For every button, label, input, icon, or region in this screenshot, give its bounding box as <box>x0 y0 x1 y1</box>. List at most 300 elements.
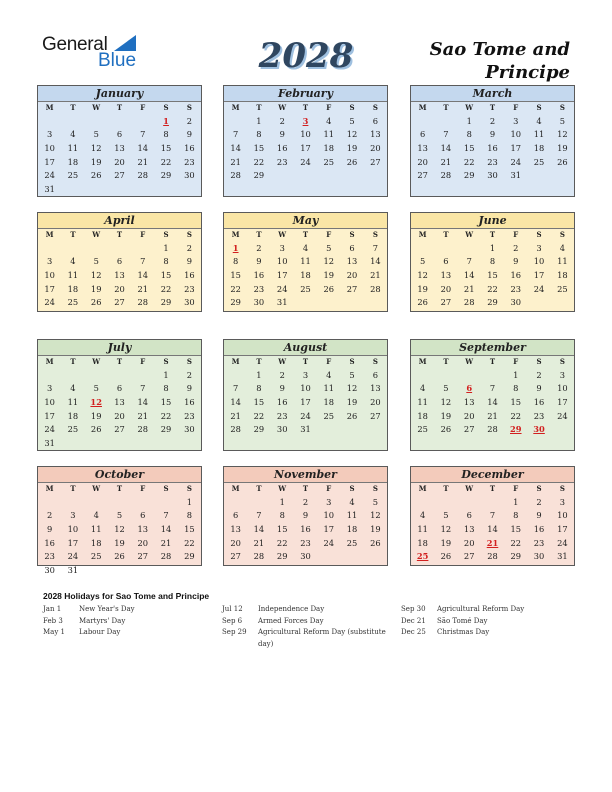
day-cell: 23 <box>510 283 522 294</box>
day-cell: 8 <box>513 383 519 394</box>
weekday-label: T <box>256 103 262 112</box>
day-cell: 24 <box>557 410 568 421</box>
day-cell: 29 <box>276 551 288 562</box>
day-cell: 21 <box>440 156 452 167</box>
day-cell: 31 <box>510 170 522 181</box>
day-cell: 21 <box>253 537 265 548</box>
day-cell: 12 <box>440 396 452 407</box>
day-cell: 28 <box>230 424 241 435</box>
day-cell: 16 <box>253 269 265 280</box>
months-grid <box>37 85 576 585</box>
country-title <box>370 38 570 84</box>
day-cell: 8 <box>489 256 496 267</box>
weekday-label: T <box>256 357 262 366</box>
day-cell: 27 <box>370 156 381 167</box>
day-cell: 29 <box>160 170 172 181</box>
day-cell: 24 <box>44 297 55 308</box>
day-cell: 4 <box>559 242 565 253</box>
day-cell: 20 <box>230 537 241 548</box>
day-cell: 15 <box>253 396 265 407</box>
weekday-label: F <box>326 103 332 112</box>
day-cell: 19 <box>440 410 452 421</box>
day-cell: 5 <box>559 115 565 126</box>
day-cell: 1 <box>163 242 169 253</box>
day-cell: 29 <box>230 297 241 308</box>
holiday-day-cell: 29 <box>510 424 522 435</box>
day-cell: 8 <box>256 383 262 394</box>
logo-triangle-icon <box>114 35 136 51</box>
month-september <box>410 339 575 451</box>
day-cell: 12 <box>370 510 381 521</box>
day-cell: 27 <box>230 551 241 562</box>
weekday-label: T <box>489 230 496 239</box>
day-cell: 30 <box>184 170 195 181</box>
day-cell: 12 <box>90 269 102 280</box>
day-cell: 18 <box>67 410 79 421</box>
weekday-label: F <box>326 230 332 239</box>
day-cell: 25 <box>417 424 428 435</box>
weekday-header <box>38 102 201 114</box>
day-cell: 2 <box>186 369 192 380</box>
day-cell: 22 <box>276 537 288 548</box>
weekday-label: W <box>278 357 287 366</box>
day-cell: 11 <box>417 396 428 407</box>
day-cell: 29 <box>487 297 498 308</box>
weekday-label: T <box>302 357 309 366</box>
day-cell: 30 <box>533 551 545 562</box>
month-title: July <box>38 340 201 356</box>
weekday-label: W <box>278 103 287 112</box>
month-title: September <box>411 340 574 356</box>
day-cell: 27 <box>114 170 125 181</box>
day-cell: 24 <box>557 537 568 548</box>
day-cell: 8 <box>466 129 472 140</box>
day-cell: 14 <box>440 142 452 153</box>
day-cell: 19 <box>346 142 358 153</box>
weekday-label: F <box>513 230 519 239</box>
day-cell: 18 <box>67 156 79 167</box>
day-cell: 10 <box>276 256 288 267</box>
day-cell: 24 <box>510 156 522 167</box>
day-cell: 26 <box>323 283 335 294</box>
weekday-label: T <box>302 230 309 239</box>
day-cell: 16 <box>533 523 545 534</box>
day-cell: 28 <box>137 170 149 181</box>
day-cell: 11 <box>90 523 102 534</box>
day-cell: 26 <box>90 424 102 435</box>
day-cell: 26 <box>346 156 358 167</box>
day-cell: 21 <box>137 156 149 167</box>
day-cell: 20 <box>463 410 475 421</box>
day-grid <box>38 495 201 577</box>
day-cell: 7 <box>140 256 146 267</box>
holiday-date: Feb 3 <box>43 616 63 625</box>
day-cell: 22 <box>160 156 172 167</box>
month-october <box>37 466 202 575</box>
day-cell: 27 <box>440 297 452 308</box>
day-cell: 10 <box>44 396 55 407</box>
day-cell: 6 <box>349 242 355 253</box>
weekday-label: S <box>536 103 542 112</box>
weekday-label: S <box>349 357 355 366</box>
day-cell: 23 <box>184 156 195 167</box>
day-cell: 8 <box>186 510 192 521</box>
day-cell: 5 <box>420 256 426 267</box>
day-cell: 23 <box>276 410 288 421</box>
day-cell: 21 <box>463 283 475 294</box>
day-cell: 23 <box>300 537 311 548</box>
month-january <box>37 85 202 197</box>
day-cell: 5 <box>443 510 449 521</box>
day-cell: 3 <box>279 242 285 253</box>
weekday-label: F <box>140 484 146 493</box>
day-cell: 1 <box>163 369 169 380</box>
day-cell: 18 <box>533 142 545 153</box>
weekday-label: M <box>418 230 427 239</box>
month-title: April <box>38 213 201 229</box>
day-cell: 30 <box>184 297 195 308</box>
day-cell: 20 <box>137 537 149 548</box>
day-cell: 28 <box>137 297 149 308</box>
holiday-day-cell: 30 <box>533 424 545 435</box>
day-cell: 17 <box>67 537 79 548</box>
day-cell: 2 <box>302 496 309 507</box>
day-cell: 21 <box>370 269 381 280</box>
day-cell: 20 <box>370 396 381 407</box>
day-cell: 18 <box>67 283 79 294</box>
weekday-label: M <box>231 103 240 112</box>
weekday-label: S <box>372 230 378 239</box>
weekday-label: S <box>536 357 542 366</box>
day-cell: 16 <box>276 396 288 407</box>
day-cell: 24 <box>44 170 55 181</box>
day-cell: 23 <box>44 551 55 562</box>
day-cell: 24 <box>300 410 311 421</box>
day-cell: 4 <box>536 115 542 126</box>
weekday-label: T <box>489 357 496 366</box>
day-cell: 24 <box>44 424 55 435</box>
weekday-label: W <box>465 357 474 366</box>
day-cell: 15 <box>160 269 172 280</box>
day-cell: 11 <box>417 523 428 534</box>
day-cell: 7 <box>489 383 496 394</box>
day-cell: 4 <box>326 369 332 380</box>
generalblue-logo <box>42 34 142 74</box>
weekday-label: T <box>116 357 123 366</box>
day-cell: 31 <box>300 424 311 435</box>
weekday-label: S <box>559 103 565 112</box>
weekday-label: M <box>418 484 427 493</box>
holiday-day-cell: 1 <box>163 115 169 126</box>
day-cell: 10 <box>510 129 522 140</box>
day-cell: 24 <box>300 156 311 167</box>
day-cell: 17 <box>300 396 311 407</box>
day-cell: 30 <box>276 424 288 435</box>
day-cell: 15 <box>276 523 288 534</box>
day-cell: 10 <box>44 142 55 153</box>
holiday-item <box>222 604 394 616</box>
weekday-header <box>411 102 574 114</box>
day-cell: 1 <box>186 496 192 507</box>
day-cell: 28 <box>487 424 498 435</box>
day-cell: 26 <box>370 537 381 548</box>
day-cell: 5 <box>372 496 378 507</box>
day-cell: 13 <box>114 142 125 153</box>
day-cell: 5 <box>116 510 123 521</box>
month-title: May <box>224 213 387 229</box>
day-cell: 3 <box>70 510 76 521</box>
day-cell: 1 <box>513 369 519 380</box>
weekday-label: T <box>443 484 449 493</box>
day-cell: 19 <box>346 396 358 407</box>
day-cell: 16 <box>184 142 195 153</box>
day-cell: 2 <box>513 242 519 253</box>
holiday-item <box>401 627 571 639</box>
holiday-name: New Year's Day <box>79 605 135 613</box>
day-cell: 16 <box>533 396 545 407</box>
day-cell: 6 <box>443 256 449 267</box>
day-cell: 11 <box>300 256 311 267</box>
holiday-item <box>43 616 213 628</box>
weekday-label: S <box>349 484 355 493</box>
holiday-item <box>401 604 571 616</box>
day-cell: 15 <box>184 523 195 534</box>
month-title: August <box>224 340 387 356</box>
day-cell: 3 <box>47 129 53 140</box>
day-grid <box>38 241 201 309</box>
day-cell: 22 <box>184 537 195 548</box>
day-cell: 6 <box>116 129 123 140</box>
weekday-label: W <box>465 230 474 239</box>
day-cell: 8 <box>279 510 285 521</box>
day-grid <box>224 495 387 563</box>
day-cell: 15 <box>160 396 172 407</box>
day-cell: 15 <box>510 523 522 534</box>
day-cell: 5 <box>93 383 99 394</box>
holiday-column <box>401 604 571 639</box>
day-cell: 22 <box>463 156 475 167</box>
holiday-day-cell: 1 <box>232 242 239 253</box>
day-cell: 20 <box>417 156 428 167</box>
day-grid <box>224 368 387 436</box>
weekday-header <box>224 229 387 241</box>
day-cell: 21 <box>160 537 172 548</box>
day-grid <box>224 114 387 182</box>
weekday-label: S <box>559 230 565 239</box>
weekday-label: F <box>326 484 332 493</box>
day-cell: 13 <box>114 396 125 407</box>
country-line-2: Principe <box>485 62 570 83</box>
holiday-date: Sep 29 <box>222 628 247 636</box>
weekday-label: W <box>92 357 101 366</box>
weekday-label: S <box>559 484 565 493</box>
day-cell: 16 <box>300 523 311 534</box>
holiday-item <box>43 604 213 616</box>
day-cell: 19 <box>90 156 102 167</box>
weekday-label: S <box>163 230 169 239</box>
day-cell: 12 <box>114 523 125 534</box>
holiday-day-cell: 12 <box>90 396 102 407</box>
holiday-name: Agricultural Reform Day (substitute day) <box>258 628 386 648</box>
day-cell: 28 <box>230 170 241 181</box>
day-grid <box>411 368 574 436</box>
month-title: November <box>224 467 387 483</box>
day-cell: 21 <box>487 410 498 421</box>
day-cell: 4 <box>302 242 309 253</box>
day-cell: 13 <box>463 523 475 534</box>
day-cell: 10 <box>557 510 568 521</box>
weekday-label: M <box>418 357 427 366</box>
day-cell: 2 <box>279 369 285 380</box>
day-cell: 12 <box>417 269 428 280</box>
month-june <box>410 212 575 312</box>
day-cell: 10 <box>300 129 311 140</box>
day-cell: 31 <box>557 551 568 562</box>
month-title: February <box>224 86 387 102</box>
day-cell: 22 <box>253 410 265 421</box>
holiday-name: Independence Day <box>258 605 325 613</box>
day-cell: 12 <box>90 142 102 153</box>
day-cell: 14 <box>137 142 149 153</box>
day-cell: 14 <box>137 396 149 407</box>
holiday-item <box>222 627 394 650</box>
day-cell: 27 <box>463 551 475 562</box>
day-cell: 20 <box>440 283 452 294</box>
weekday-label: T <box>256 484 262 493</box>
day-cell: 28 <box>160 551 172 562</box>
day-cell: 30 <box>510 297 522 308</box>
day-cell: 4 <box>70 129 76 140</box>
day-cell: 29 <box>160 424 172 435</box>
day-cell: 28 <box>487 551 498 562</box>
weekday-label: T <box>116 484 123 493</box>
day-cell: 26 <box>557 156 568 167</box>
day-cell: 16 <box>44 537 55 548</box>
holiday-date: Dec 25 <box>401 628 426 636</box>
day-cell: 19 <box>90 283 102 294</box>
holiday-date: Sep 30 <box>401 605 426 613</box>
day-cell: 7 <box>443 129 449 140</box>
day-cell: 6 <box>466 510 472 521</box>
weekday-label: T <box>302 103 309 112</box>
weekday-label: T <box>116 103 123 112</box>
weekday-label: S <box>163 103 169 112</box>
day-cell: 15 <box>487 269 498 280</box>
day-cell: 13 <box>114 269 125 280</box>
weekday-label: F <box>326 357 332 366</box>
day-cell: 6 <box>233 510 239 521</box>
day-cell: 25 <box>67 297 79 308</box>
day-cell: 14 <box>160 523 172 534</box>
day-cell: 5 <box>93 129 99 140</box>
day-cell: 27 <box>463 424 475 435</box>
holiday-name: Agricultural Reform Day <box>437 605 525 613</box>
day-cell: 25 <box>557 283 568 294</box>
day-cell: 9 <box>47 523 53 534</box>
holiday-date: Jul 12 <box>222 605 243 613</box>
month-february <box>223 85 388 197</box>
day-cell: 24 <box>323 537 335 548</box>
day-cell: 30 <box>487 170 498 181</box>
logo-text-blue: Blue <box>98 50 137 71</box>
day-cell: 27 <box>137 551 149 562</box>
day-cell: 8 <box>163 256 169 267</box>
day-cell: 21 <box>137 283 149 294</box>
day-cell: 18 <box>417 537 428 548</box>
weekday-label: T <box>302 484 309 493</box>
day-cell: 21 <box>230 156 241 167</box>
holiday-column <box>43 604 213 639</box>
day-cell: 26 <box>440 424 452 435</box>
day-grid <box>411 241 574 309</box>
day-cell: 13 <box>137 523 149 534</box>
day-cell: 23 <box>533 410 545 421</box>
day-cell: 7 <box>466 256 472 267</box>
day-cell: 6 <box>116 256 123 267</box>
day-cell: 29 <box>184 551 195 562</box>
day-cell: 2 <box>279 115 285 126</box>
day-cell: 22 <box>160 410 172 421</box>
day-cell: 4 <box>93 510 99 521</box>
day-cell: 2 <box>536 369 542 380</box>
day-cell: 9 <box>536 510 542 521</box>
day-cell: 3 <box>302 369 309 380</box>
day-cell: 28 <box>463 297 475 308</box>
holiday-column <box>222 604 394 650</box>
day-cell: 1 <box>489 242 496 253</box>
day-cell: 2 <box>186 115 192 126</box>
day-cell: 23 <box>533 537 545 548</box>
weekday-label: T <box>116 230 123 239</box>
day-cell: 28 <box>137 424 149 435</box>
day-grid <box>224 241 387 309</box>
day-cell: 27 <box>346 283 358 294</box>
day-cell: 10 <box>44 269 55 280</box>
day-cell: 16 <box>510 269 522 280</box>
day-cell: 9 <box>513 256 519 267</box>
day-cell: 17 <box>44 156 55 167</box>
day-cell: 20 <box>346 269 358 280</box>
weekday-label: W <box>92 484 101 493</box>
day-cell: 23 <box>253 283 265 294</box>
day-cell: 18 <box>300 269 311 280</box>
day-cell: 7 <box>140 129 146 140</box>
day-cell: 14 <box>370 256 381 267</box>
day-cell: 20 <box>114 410 125 421</box>
day-cell: 2 <box>47 510 53 521</box>
holiday-day-cell: 6 <box>466 383 473 394</box>
day-cell: 30 <box>184 424 195 435</box>
day-cell: 2 <box>186 242 192 253</box>
day-cell: 19 <box>114 537 125 548</box>
day-cell: 12 <box>440 523 452 534</box>
weekday-header <box>411 356 574 368</box>
day-cell: 1 <box>256 369 262 380</box>
weekday-label: T <box>70 357 76 366</box>
day-cell: 23 <box>184 410 195 421</box>
day-cell: 18 <box>323 396 335 407</box>
holiday-item <box>401 616 571 628</box>
month-title: December <box>411 467 574 483</box>
day-cell: 15 <box>160 142 172 153</box>
weekday-label: S <box>349 230 355 239</box>
logo-text-general: General <box>42 34 108 55</box>
day-cell: 17 <box>557 523 568 534</box>
day-cell: 13 <box>230 523 241 534</box>
day-cell: 19 <box>417 283 428 294</box>
weekday-label: T <box>489 484 496 493</box>
day-cell: 3 <box>326 496 332 507</box>
